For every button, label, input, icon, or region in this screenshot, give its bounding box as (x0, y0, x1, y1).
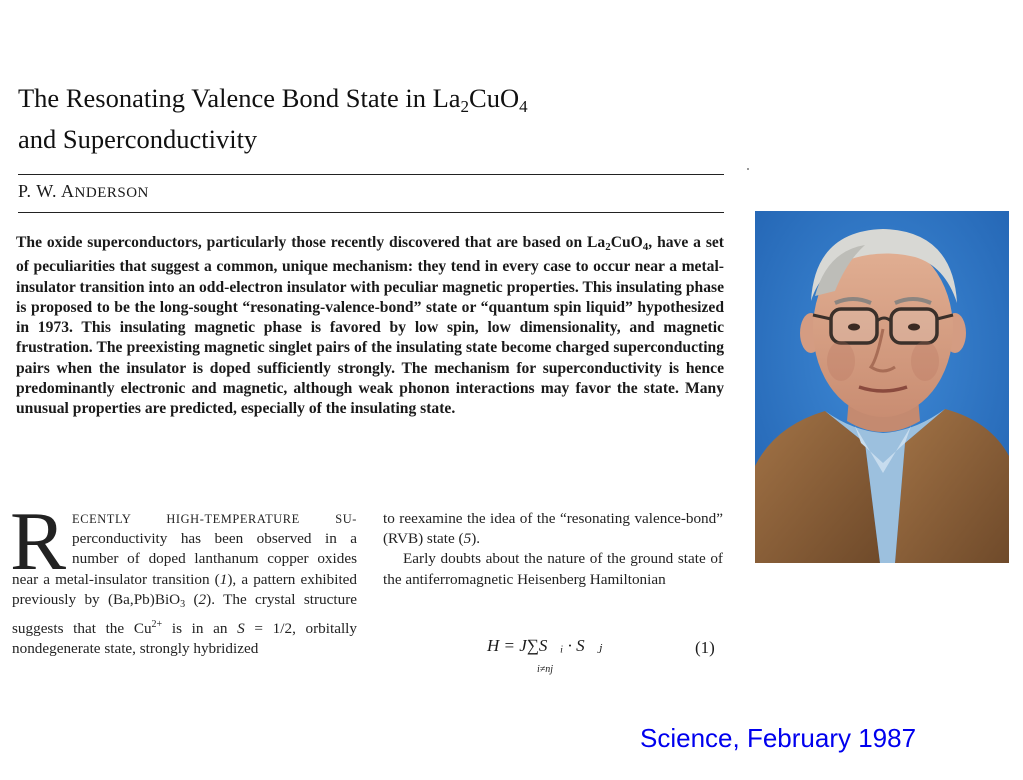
body-column-right: to reexamine the idea of the “resonating valence-bond” (RVB) state (5). Early doubts about the nature of the ground state of the antiferromagnetic Heisenberg Hamiltonian (383, 510, 723, 588)
author-rule (18, 212, 724, 213)
abstract: The oxide superconductors, particularly those recently discovered that are based on La2CuO4, have a set of peculiarities that suggest a common, unique mechanism: they tend in every case to occur near a metal-insulator transition into an odd-electron insulator with peculiar magnetic properties. This insulating phase is proposed to be the long-sought “resonating-valence-bond” state or “quantum spin liquid” hypothesized in 1973. This insulating magnetic phase is favored by low spin, low dimensionality, and magnetic frustration. The preexisting magnetic singlet pairs of the insulating state become charged superconducting pairs when the insulator is doped sufficiently strongly. The mechanism for superconductivity is hence predominantly electronic and magnetic, although weak phonon interactions may favor the state. Many unusual properties are predicted, especially of the insulating state. (16, 234, 725, 418)
equation-number: (1) (695, 638, 715, 657)
title-rule (18, 174, 724, 175)
drop-cap: R (10, 495, 67, 588)
scan-speck (747, 168, 749, 170)
portrait-photo (755, 211, 1009, 563)
body-column-left: RECENTLY HIGH-TEMPERATURE SU- perconductivity has been observed in a number of doped lanthanum copper oxides near a metal-insulator transition (1), a pattern exhibited previously by (Ba,Pb)BiO3 (2). The crystal structure suggests that the $Cu^{2+}$ is in an S = 1/2, orbitally nondegenerate state, strongly hybridized (10, 495, 357, 658)
hamiltonian-equation: H = J∑S⃗ᵢ · S⃗ⱼ i≠nj (1) (487, 636, 715, 675)
author-name: P. W. ANDERSON (18, 181, 149, 201)
article-title: The Resonating Valence Bond State in La2CuO4 and Superconductivity (18, 83, 528, 154)
source-caption: Science, February 1987 (640, 723, 917, 753)
